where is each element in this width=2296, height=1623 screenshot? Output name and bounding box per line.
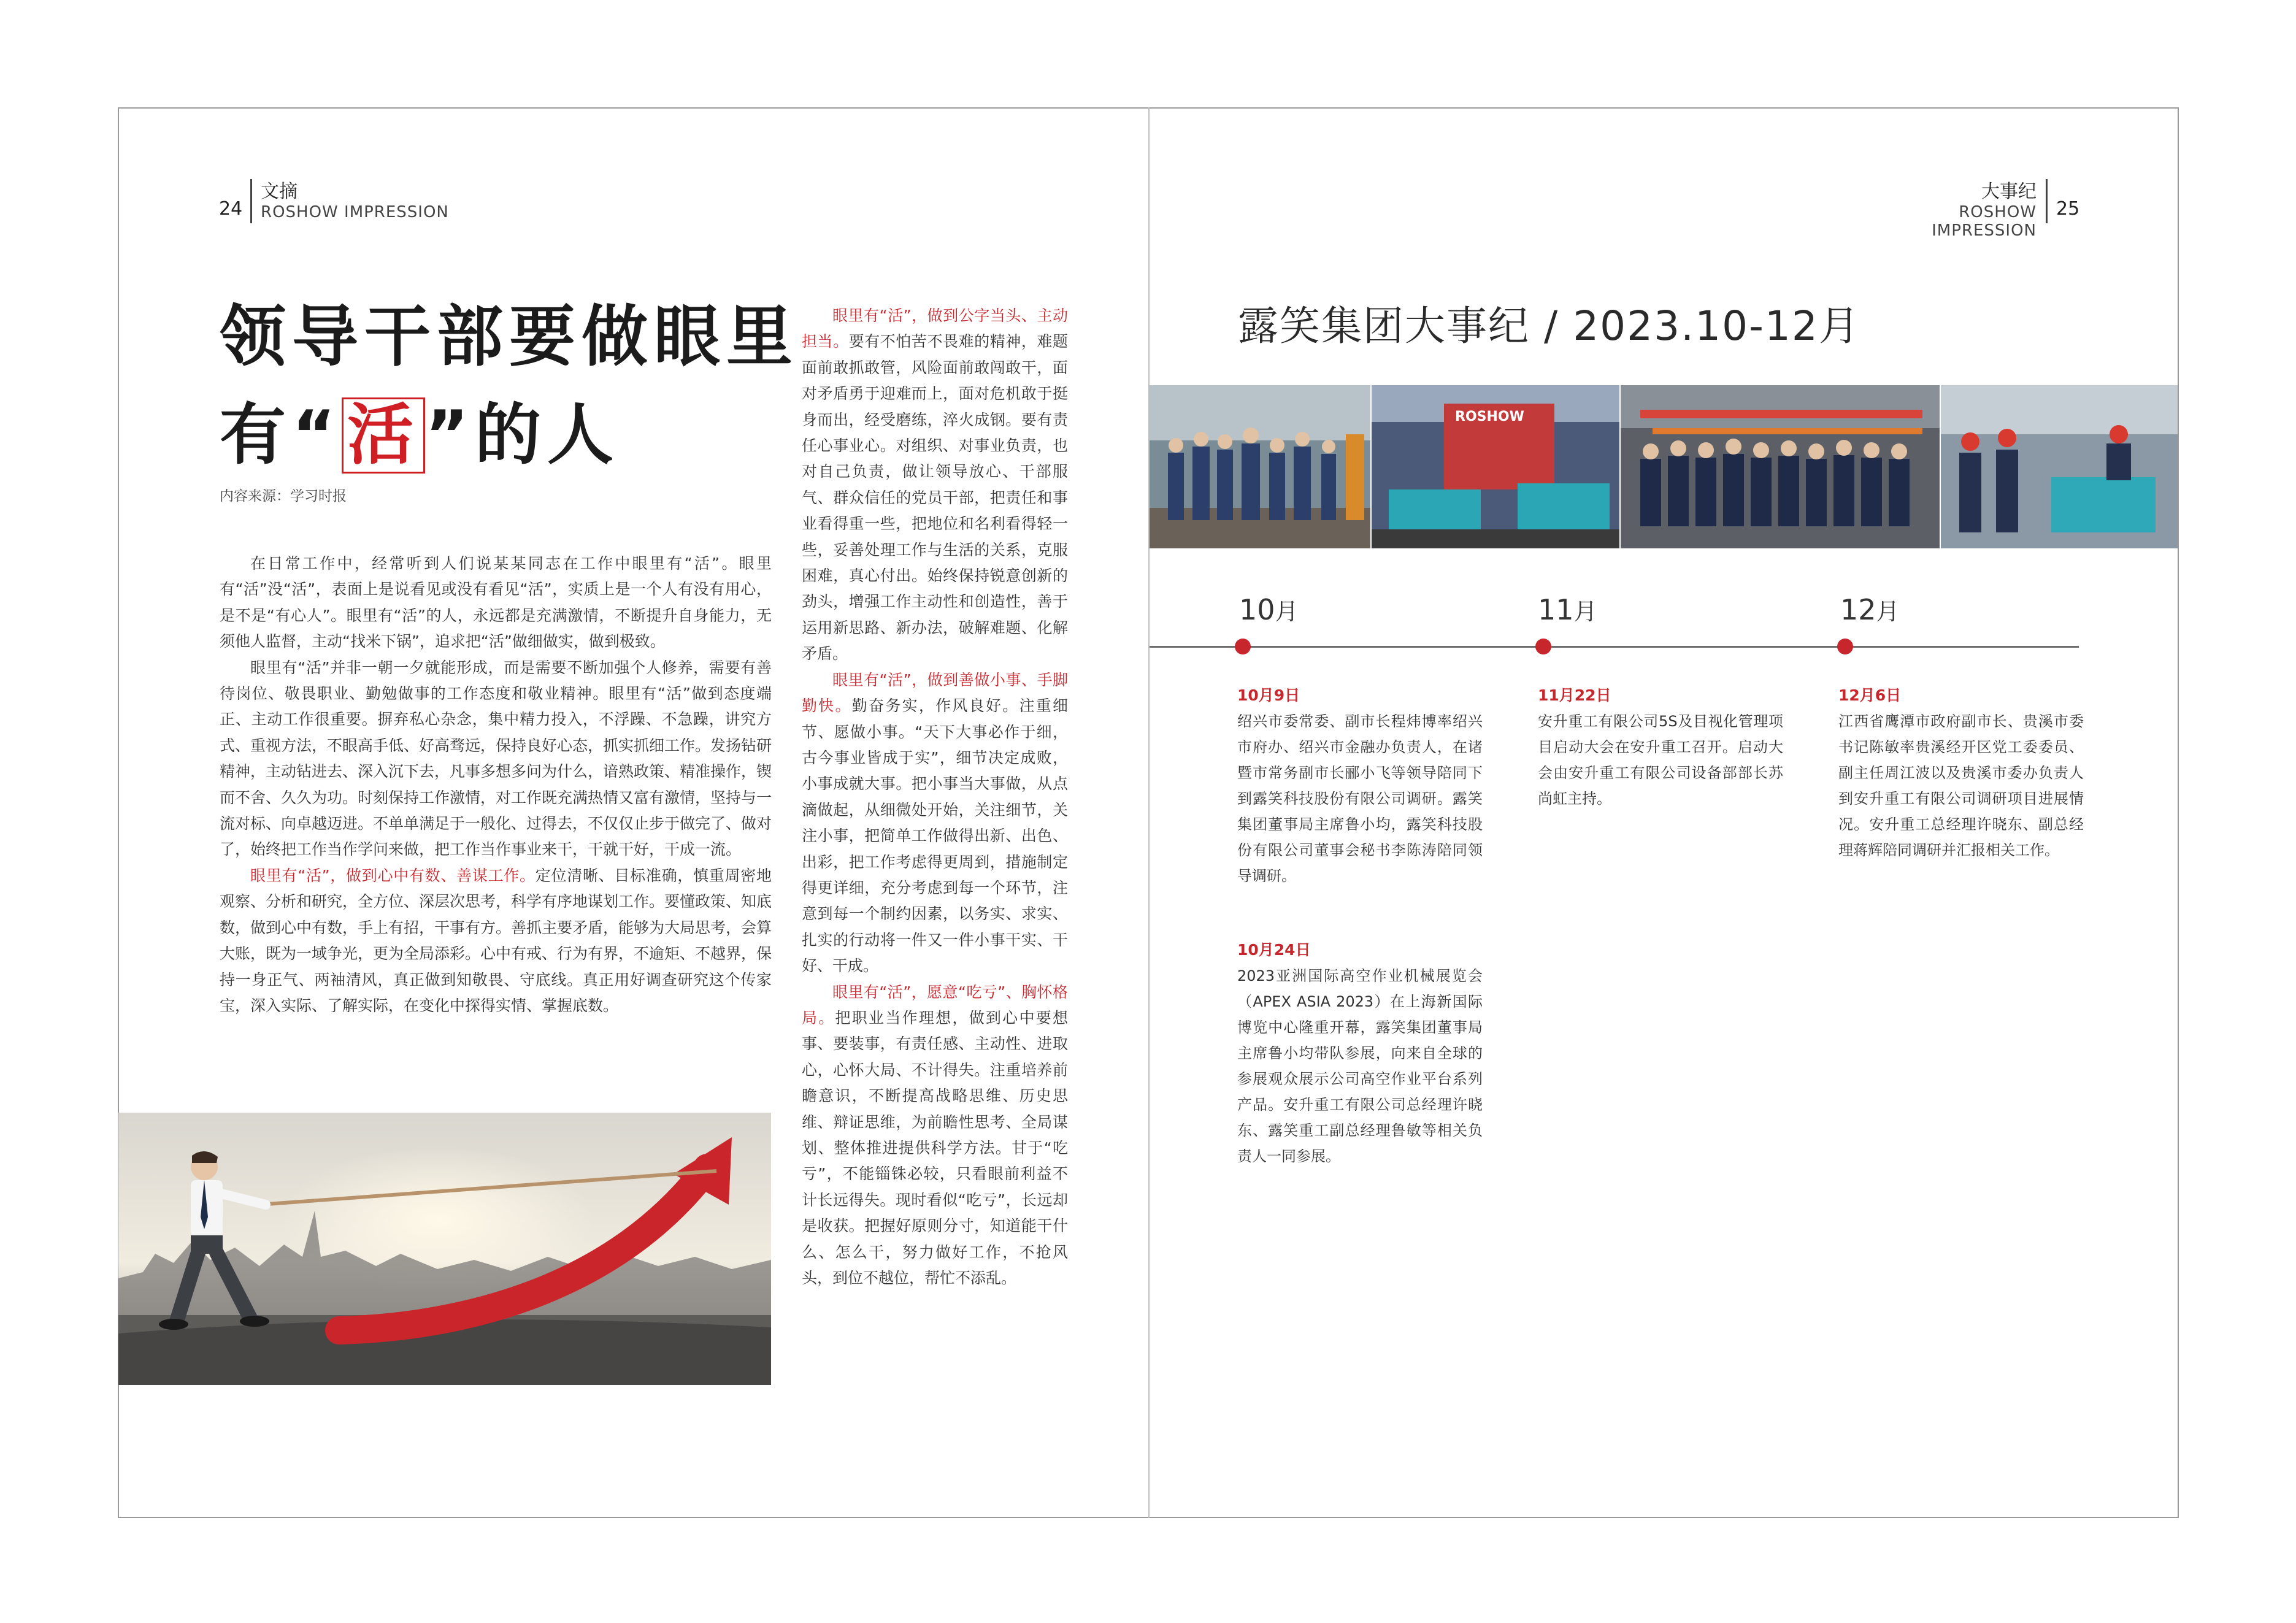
right-header-divider bbox=[2046, 179, 2048, 223]
paragraph: 眼里有“活”并非一朝一夕就能形成，而是需要不断加强个人修养，需要有善待岗位、敬畏职业、勤勉做事的工作态度和敬业精神。眼里有“活”做到态度端正、主动工作很重要。摒弃私心杂念，集中精力投入，不浮躁、不急躁，讲究方式、重视方法，不眼高手低、好高骛远，保持良好心态，抓实抓细工作。发扬钻研精神，主动钻进去、深入沉下去，凡事多想多问为什么，谙熟政策、精准操作，锲而不舍、久久为功。时刻保持工作激情，对工作既充满热情又富有激情，坚持与一流对标、向卓越迈进。不单单满足于一般化、过得去，不仅仅止步于做完了、做对了，始终把工作当作学问来做，把工作当作事业来干，干就干好，干成一流。 bbox=[220, 658, 772, 859]
article-column-1 bbox=[220, 551, 772, 1019]
event-date: 11月22日 bbox=[1538, 686, 1611, 704]
paragraph-heading: 眼里有“活”，做到善做小事、手脚勤快。 bbox=[802, 670, 1068, 715]
paragraph-body: 要有不怕苦不畏难的精神，难题面前敢抓敢管，风险面前敢闯敢干，面对矛盾勇于迎难而上，面对危机敢于挺身而出，经受磨练，淬火成钢。要有责任心事业心。对组织、对事业负责，也对自己负责，做让领导放心、干部服气、群众信任的党员干部，把责任和事业看得重一些，把地位和名利看得轻一些，妥善处理工作与生活的关系，克服困难，真心付出。始终保持锐意创新的劲头，增强工作主动性和创造性，善于运用新思路、新办法，破解难题、化解矛盾。 bbox=[802, 332, 1068, 663]
paragraph bbox=[802, 667, 1068, 980]
timeline-dot-dec bbox=[1837, 639, 1853, 654]
event-date: 12月6日 bbox=[1838, 686, 1902, 704]
event-photo-strip bbox=[1150, 385, 2178, 548]
right-section-label: 大事纪 bbox=[1981, 181, 2037, 202]
strip-sign-text: ROSHOW bbox=[1455, 409, 1524, 424]
event-text: 绍兴市委常委、副市长程炜博率绍兴市府办、绍兴市金融办负责人，在诸暨市常务副市长郦小飞等领导陪同下到露笑科技股份有限公司调研。露笑集团董事局主席鲁小均，露笑科技股份有限公司董事会秘书李陈涛陪同领导调研。 bbox=[1237, 713, 1483, 884]
month-unit: 月 bbox=[1573, 598, 1597, 625]
title-quote-close: ”的人 bbox=[425, 397, 620, 474]
event-date: 10月24日 bbox=[1237, 941, 1311, 959]
title-line-1: 领导干部要做眼里 bbox=[220, 299, 799, 375]
left-section-label: 文摘 bbox=[261, 181, 298, 202]
right-page-number: 25 bbox=[2056, 198, 2080, 220]
businessman-arrow-photo bbox=[118, 1113, 771, 1385]
title-quote-open: 有“ bbox=[220, 397, 342, 474]
event-text: 安升重工有限公司5S及目视化管理项目启动大会在安升重工召开。启动大会由安升重工有限公司设备部部长苏尚虹主持。 bbox=[1538, 713, 1783, 807]
month-label-nov bbox=[1538, 593, 1597, 626]
month-unit: 月 bbox=[1876, 598, 1900, 625]
paragraph-heading: 眼里有“活”，做到心中有数、善谋工作。 bbox=[250, 866, 536, 884]
paragraph bbox=[802, 303, 1068, 667]
event-text: 江西省鹰潭市政府副市长、贵溪市委书记陈敏率贵溪经开区党工委委员、副主任周江波以及贵溪市委办负责人到安升重工有限公司调研项目进展情况。安升重工总经理许晓东、副总经理蒋辉陪同调研并汇报相关工作。 bbox=[1838, 713, 2084, 859]
page-spine bbox=[1148, 107, 1150, 1518]
event-dec-6 bbox=[1838, 683, 2084, 863]
month-unit: 月 bbox=[1275, 598, 1299, 625]
event-text: 2023亚洲国际高空作业机械展览会（APEX ASIA 2023）在上海新国际博览中心隆重开幕，露笑集团董事局主席鲁小均带队参展，向来自全球的参展观众展示公司高空作业平台系列产品。安升重工有限公司总经理许晓东、露笑重工副总经理鲁敏等相关负责人一同参展。 bbox=[1237, 967, 1483, 1165]
timeline-dot-oct bbox=[1235, 639, 1251, 654]
event-oct-9 bbox=[1237, 683, 1483, 889]
paragraph-heading: 眼里有“活”，愿意“吃亏”、胸怀格局。 bbox=[802, 983, 1068, 1027]
title-highlight-char: 活 bbox=[342, 397, 425, 474]
event-oct-24 bbox=[1237, 937, 1483, 1169]
left-page-number: 24 bbox=[219, 198, 243, 220]
right-running-header bbox=[1865, 176, 2037, 240]
month-number: 10 bbox=[1239, 593, 1275, 626]
event-photos-strip bbox=[1150, 385, 2178, 548]
paragraph-heading: 眼里有“活”，做到公字当头、主动担当。 bbox=[802, 307, 1068, 351]
paragraph: 在日常工作中，经常听到人们说某某同志在工作中眼里有“活”。眼里有“活”没“活”，表面上是说看见或没有看见“活”，实质上是一个人有没有用心，是不是“有心人”。眼里有“活”的人，永远都是充满激情，不断提升自身能力，无须他人监督，主动“找米下锅”，追求把“活”做细做实，做到极致。 bbox=[220, 554, 772, 651]
right-section-en: ROSHOW IMPRESSION bbox=[1932, 203, 2037, 240]
article-source: 内容来源：学习时报 bbox=[220, 488, 347, 504]
title-line-2 bbox=[220, 386, 799, 485]
left-running-header bbox=[261, 176, 449, 221]
paragraph bbox=[802, 980, 1068, 1292]
month-label-dec bbox=[1840, 593, 1900, 626]
businessman-pulling-red-arrow-illustration bbox=[118, 1113, 771, 1385]
timeline-line bbox=[1150, 646, 2079, 648]
paragraph-body: 把职业当作理想，做到心中要想事、要装事，有责任感、主动性、进取心，心怀大局、不计得失。注重培养前瞻意识，不断提高战略思维、历史思维、辩证思维，为前瞻性思考、全局谋划、整体推进提供科学方法。甘于“吃亏”，不能锱铢必较，只看眼前利益不计长远得失。现时看似“吃亏”，长远却是收获。把握好原则分寸，知道能干什么、怎么干，努力做好工作，不抢风头，到位不越位，帮忙不添乱。 bbox=[802, 1008, 1068, 1287]
event-nov-22 bbox=[1538, 683, 1783, 812]
timeline-dot-nov bbox=[1535, 639, 1551, 654]
left-header-divider bbox=[250, 179, 252, 223]
article-title bbox=[220, 288, 799, 485]
paragraph bbox=[220, 863, 772, 1019]
chronicle-title: 露笑集团大事纪 / 2023.10-12月 bbox=[1238, 302, 1860, 350]
event-date: 10月9日 bbox=[1237, 686, 1300, 704]
month-label-oct bbox=[1239, 593, 1299, 626]
month-number: 12 bbox=[1840, 593, 1876, 626]
article-column-2 bbox=[802, 303, 1068, 1291]
paragraph-body: 勤奋务实，作风良好。注重细节、愿做小事。“天下大事必作于细，古今事业皆成于实”，细节决定成败，小事成就大事。把小事当大事做，从点滴做起，从细微处开始，关注细节，关注小事，把简单工作做得出新、出色、出彩，把工作考虑得更周到，措施制定得更详细，充分考虑到每一个环节，注意到每一个制约因素，以务实、求实、扎实的行动将一件又一件小事干实、干好、干成。 bbox=[802, 697, 1068, 975]
month-number: 11 bbox=[1538, 593, 1574, 626]
left-section-en: ROSHOW IMPRESSION bbox=[261, 203, 449, 221]
paragraph-body: 定位清晰、目标准确，慎重周密地观察、分析和研究，全方位、深层次思考，科学有序地谋划工作。要懂政策、知底数，做到心中有数，手上有招，干事有方。善抓主要矛盾，能够为大局思考，会算大账，既为一域争光，更为全局添彩。心中有戒、行为有界，不逾矩、不越界，保持一身正气、两袖清风，真正做到知敬畏、守底线。真正用好调查研究这个传家宝，深入实际、了解实际，在变化中探得实情、掌握底数。 bbox=[220, 866, 772, 1015]
